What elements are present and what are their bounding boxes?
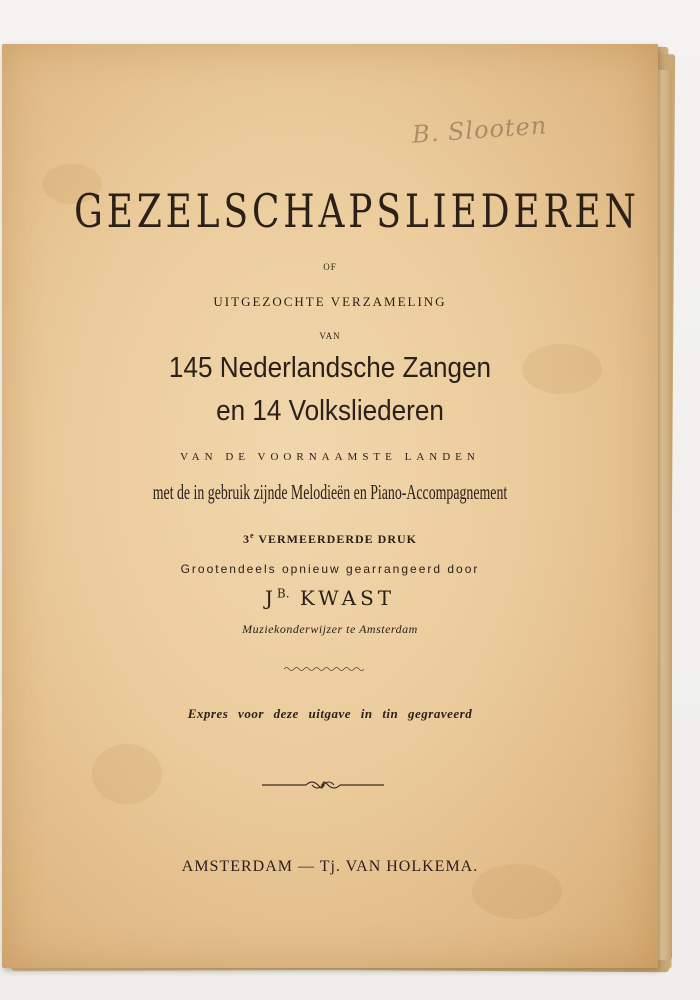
headline-line-2: en 14 Volksliederen — [216, 395, 444, 427]
author-initial: J — [264, 586, 277, 610]
foxing-spot — [92, 744, 162, 804]
author-surname: KWAST — [289, 586, 396, 610]
connector-of: OF — [323, 262, 337, 272]
edition-ordinal: e — [249, 531, 255, 540]
edition-label: VERMEERDERDE DRUK — [254, 532, 418, 546]
author-name — [2, 586, 658, 610]
publisher-line: AMSTERDAM — Tj. VAN HOLKEMA. — [181, 858, 479, 875]
book-title: GEZELSCHAPSLIEDEREN — [74, 184, 640, 238]
subtitle: UITGEZOCHTE VERZAMELING — [213, 294, 447, 309]
wavy-rule — [284, 666, 364, 672]
author-initial-sup: B. — [276, 586, 290, 601]
headline-line-1: 145 Nederlandsche Zangen — [168, 352, 492, 384]
arranged-line: Grootendeels opnieuw gearrangeerd door — [180, 562, 480, 576]
connector-van: VAN — [319, 331, 341, 341]
ornament-rule — [260, 777, 386, 793]
engraving-note: Expres voor deze uitgave in tin gegraveerd — [187, 706, 473, 721]
book-cover — [2, 44, 658, 968]
edition-number: 3 — [242, 532, 250, 546]
edition-line — [2, 531, 658, 547]
author-role: Muziekonderwijzer te Amsterdam — [242, 622, 418, 636]
handwritten-signature: B. Slooten — [411, 111, 549, 149]
melodies-line: met de in gebruik zijnde Melodieën en Piano-Accompagnement — [152, 480, 508, 504]
origin-line: VAN DE VOORNAAMSTE LANDEN — [180, 451, 480, 463]
